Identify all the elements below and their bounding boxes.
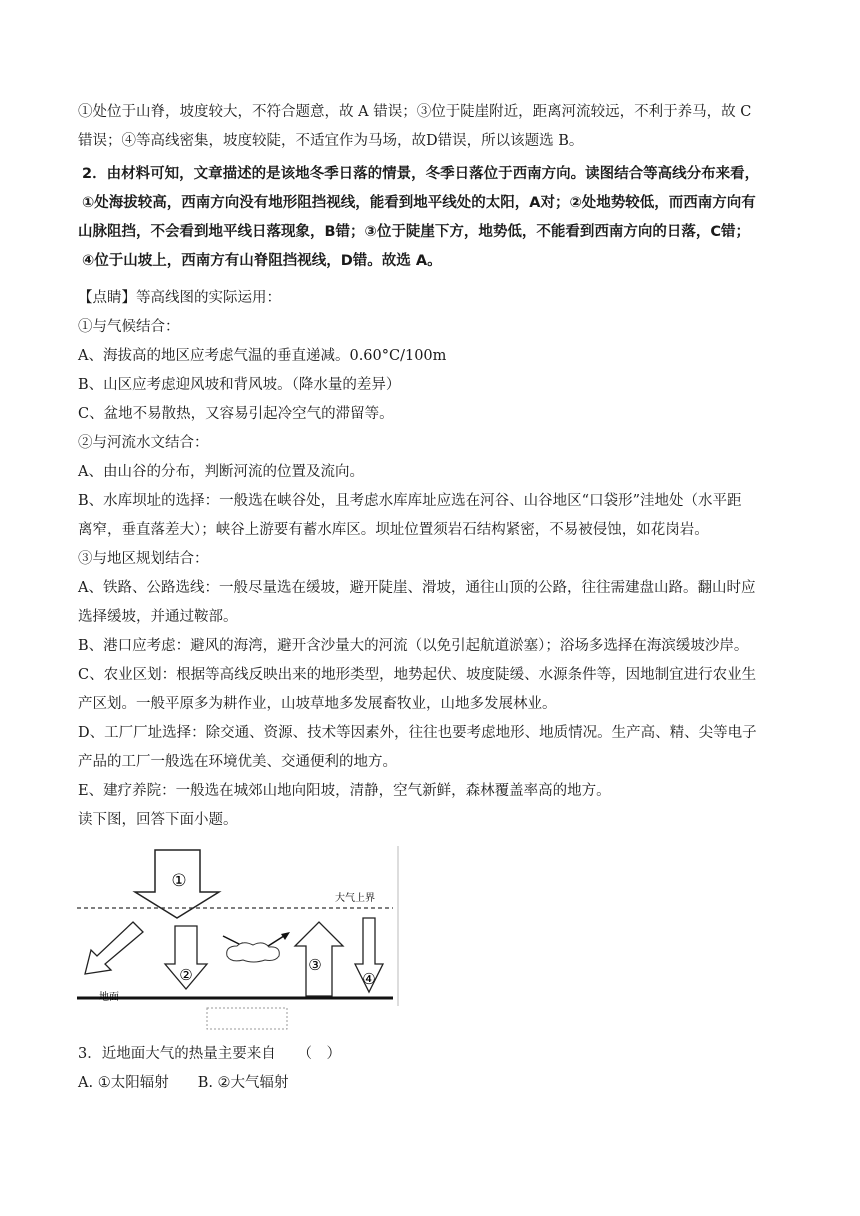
- arrow-2-atmospheric-radiation: [165, 926, 207, 989]
- arrow-1-label: ①: [171, 871, 187, 891]
- tips-line-15: D、工厂厂址选择：除交通、资源、技术等因素外，往往也要考虑地形、地质情况。生产高、精、尖等电子: [78, 725, 757, 741]
- tips-line-6: A、由山谷的分布，判断河流的位置及流向。: [78, 464, 364, 480]
- answer2-line-4: ④位于山坡上，西南方有山脊阻挡视线，D错。故选 A。: [82, 253, 442, 269]
- tips-line-2: A、海拔高的地区应考虑气温的垂直递减。0.60°C/100m: [78, 348, 447, 364]
- tips-line-5: ②与河流水文结合：: [78, 435, 209, 451]
- arrow-3-ground-radiation: [295, 922, 343, 996]
- arrow-2-label: ②: [179, 966, 193, 984]
- answer2-line-1: 2．由材料可知，文章描述的是该地冬季日落的情景，冬季日落位于西南方向。读图结合等高线分布来看，: [82, 166, 760, 182]
- tips-line-11: 选择缓坡，并通过鞍部。: [78, 609, 238, 625]
- arrow-4-label: ④: [362, 970, 376, 988]
- answer2-line-3: 山脉阻挡，不会看到地平线日落现象，B错；③位于陡崖下方，地势低，不能看到西南方向的日落，C错；: [78, 224, 750, 240]
- radiation-diagram: [75, 846, 400, 1031]
- tips-line-4: C、盆地不易散热，又容易引起冷空气的滞留等。: [78, 406, 394, 422]
- answer1-line-2: 错误；④等高线密集，坡度较陡，不适宜作为马场，故D错误，所以该题选 B。: [78, 133, 584, 149]
- tips-line-18: 读下图，回答下面小题。: [78, 812, 238, 828]
- question3-stem: 3．近地面大气的热量主要来自 （ ）: [78, 1046, 341, 1062]
- tips-line-10: A、铁路、公路选线：一般尽量选在缓坡，避开陡崖、滑坡，通往山顶的公路，往往需建盘山路。翻山时应: [78, 580, 756, 596]
- reflected-radiation-arrow: [85, 922, 143, 974]
- tips-line-9: ③与地区规划结合：: [78, 551, 209, 567]
- arrow-4-counter-radiation: [355, 918, 383, 992]
- tips-line-1: ①与气候结合：: [78, 319, 180, 335]
- tips-line-8: 离窄，垂直落差大）；峡谷上游要有蓄水库区。坝址位置须岩石结构紧密，不易被侵蚀，如花岗岩。: [78, 522, 709, 538]
- tips-heading: 【点睛】等高线图的实际运用：: [78, 290, 281, 306]
- ground-label: 地面: [99, 992, 119, 1003]
- tips-line-7: B、水库坝址的选择：一般选在峡谷处，且考虑水库库址应选在河谷、山谷地区“口袋形”洼地处（水平距: [78, 493, 742, 509]
- arrow-3-label: ③: [308, 956, 322, 974]
- tips-line-12: B、港口应考虑：避风的海湾，避开含沙量大的河流（以免引起航道淤塞）；浴场多选择在海滨缓坡沙岸。: [78, 638, 749, 654]
- answer1-line-1: ①处位于山脊，坡度较大，不符合题意，故 A 错误；③位于陡崖附近，距离河流较远，不利于养马，故 C: [78, 104, 752, 120]
- tips-line-14: 产区划。一般平原多为耕作业，山坡草地多发展畜牧业，山地多发展林业。: [78, 696, 557, 712]
- atmosphere-top-label: 大气上界: [335, 893, 375, 904]
- tips-line-17: E、建疗养院：一般选在城郊山地向阳坡，清静，空气新鲜，森林覆盖率高的地方。: [78, 783, 611, 799]
- caption-placeholder-box: [207, 1008, 287, 1029]
- cloud-with-arrows: [223, 932, 290, 962]
- tips-line-13: C、农业区划：根据等高线反映出来的地形类型，地势起伏、坡度陡缓、水源条件等，因地制宜进行农业生: [78, 667, 757, 683]
- answer2-line-2: ①处海拔较高，西南方向没有地形阻挡视线，能看到地平线处的太阳，A对；②处地势较低，而西南方向有: [82, 195, 756, 211]
- question3-options: A. ①太阳辐射 B. ②大气辐射: [78, 1075, 289, 1091]
- tips-line-3: B、山区应考虑迎风坡和背风坡。（降水量的差异）: [78, 377, 401, 393]
- tips-line-16: 产品的工厂一般选在环境优美、交通便利的地方。: [78, 754, 397, 770]
